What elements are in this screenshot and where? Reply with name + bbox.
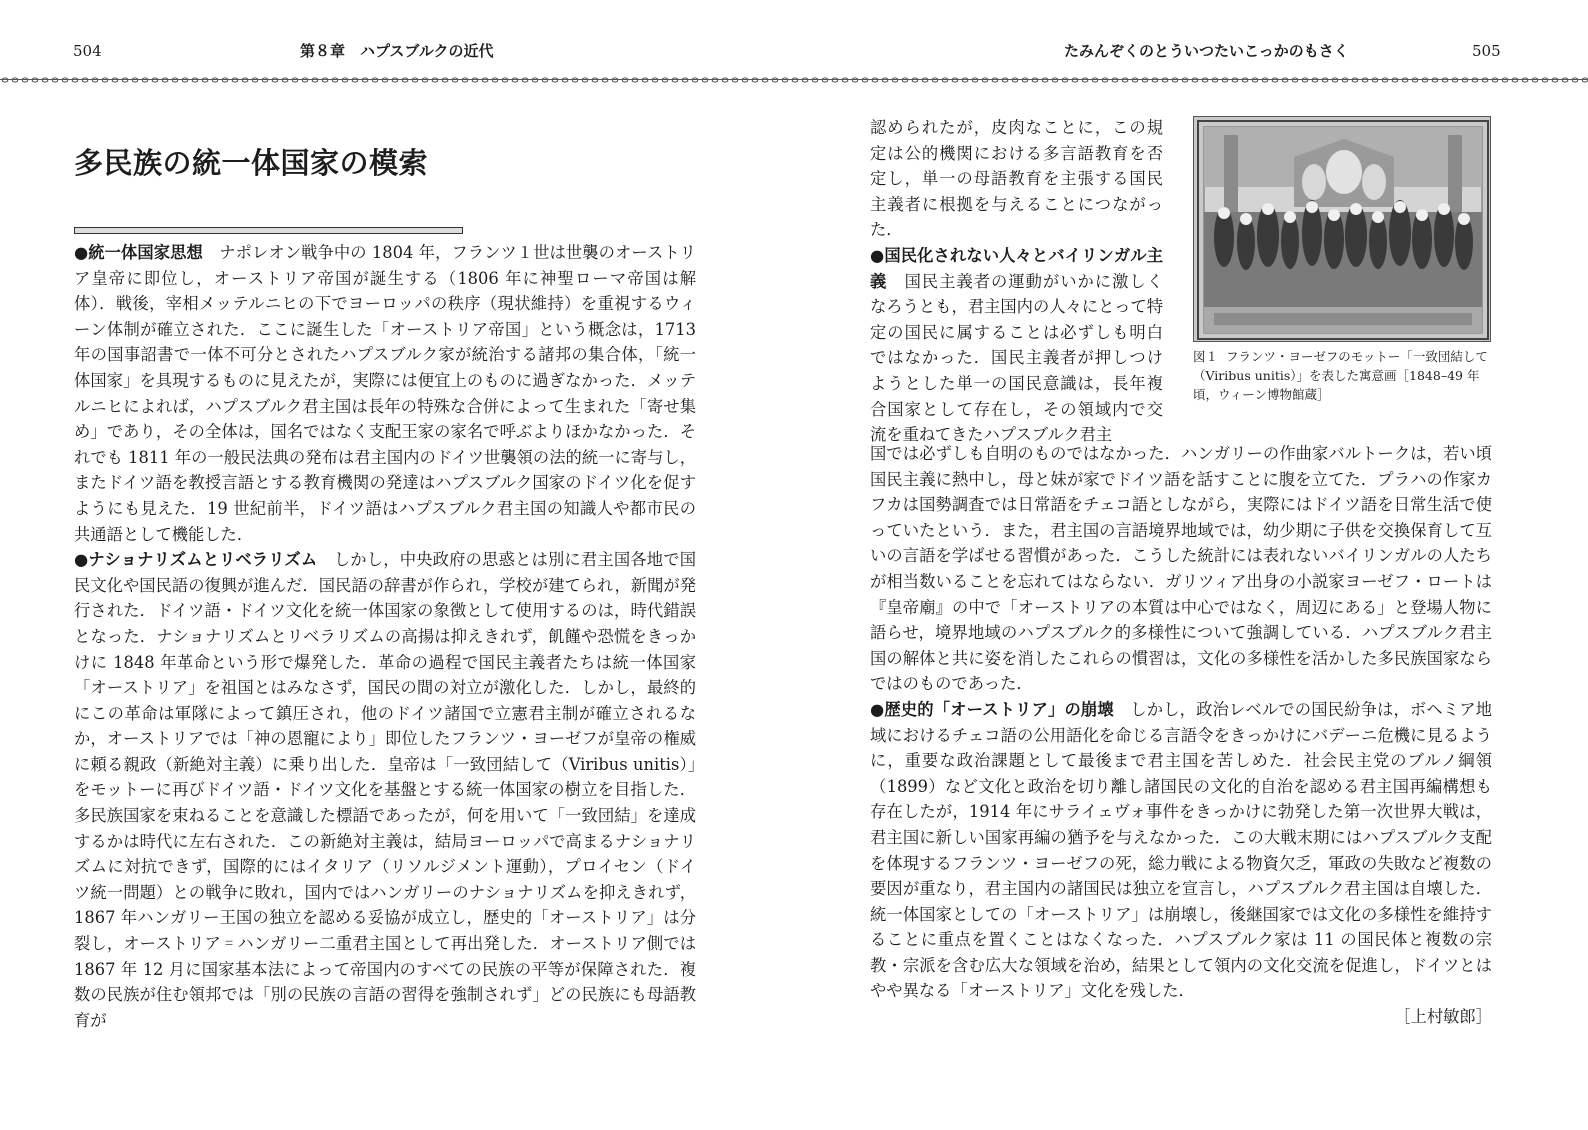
figure-label: 図１ <box>1193 349 1219 364</box>
section-heading: ●統一体国家思想 <box>74 243 203 262</box>
allegorical-engraving-image <box>1193 116 1491 342</box>
running-title: たみんぞくのとういつたいこっかのもさく <box>1064 42 1349 60</box>
paragraph-text: しかし，政治レベルでの国民紛争は，ボヘミア地域におけるチェコ語の公用語化を命じる言語令をきっかけにバデーニ危機に見るように，重要な政治課題として最後まで君主国を苦しめた．社会民主党のブルノ綱領（1899）など文化と政治を切り離し諸国民の文化的自治を認める君主国再編構想も存在したが，1914 年にサライェヴォ事件をきっかけに勃発した第一次世界大戦は，君主国に新しい国家再編の猶予を与えなかった．この大戦末期にはハプスブルク支配を体現するフランツ・ヨーゼフの死，総力戦による物資欠乏，軍政の失敗など複数の要因が重なり，君主国内の諸国民は独立を宣言し，ハプスブルク君主国は自壊した．統一体国家としての「オーストリア」は崩壊し，後継国家では文化の多様性を維持することに重点を置くことはなくなった．ハプスブルク家は 11 の国民体と複数の宗教・宗派を含む広大な領域を治め，結果として領内の文化交流を促進し，ドイツとはやや異なる「オーストリア」文化を残した． <box>870 699 1492 1001</box>
figure-caption <box>1193 347 1493 404</box>
paragraph-bilingualism-start <box>870 243 1163 448</box>
paragraph-text: しかし，中央政府の思惑とは別に君主国各地で国民文化や国民語の復興が進んだ．国民語の辞書が作られ，学校が建てられ，新聞が発行された．ドイツ語・ドイツ文化を統一体国家の象徴として使用するのは，時代錯誤となった．ナショナリズムとリベラリズムの高揚は抑えきれず，飢饉や恐慌をきっかけに 1848 年革命という形で爆発した．革命の過程で国民主義者たちは統一体国家「オーストリア」を祖国とはみなさず，国民の間の対立が激化した．しかし，最終的にこの革命は軍隊によって鎮圧され，他のドイツ諸国で立憲君主制が確立されるなか，オーストリアでは「神の恩寵により」即位したフランツ・ヨーゼフが皇帝の権威に頼る親政（新絶対主義）に乗り出した．皇帝は「一致団結して（Viribus unitis）」をモットーに再びドイツ語・ドイツ文化を基盤とする統一体国家の樹立を目指した．多民族国家を束ねることを意識した標語であったが，何を用いて「一致団結」を達成するかは時代に左右された．この新絶対主義は，結局ヨーロッパで高まるナショナリズムに対抗できず，国際的にはイタリア（リソルジメント運動），プロイセン（ドイツ統一問題）との戦争に敗れ，国内ではハンガリーのナショナリズムを抑えきれず，1867 年ハンガリー王国の独立を認める妥協が成立し，歴史的「オーストリア」は分裂し，オーストリア゠ハンガリー二重君主国として再出発した．オーストリア側では 1867 年 12 月に国家基本法によって帝国内のすべての民族の平等が保障された．複数の民族が住む領邦では「別の民族の言語の習得を強制されず」どの民族にも母語教育が <box>74 550 696 1030</box>
title-underline-bar <box>74 227 463 234</box>
right-page-top-column <box>870 115 1163 448</box>
chapter-header: 第８章 ハプスブルクの近代 <box>300 42 494 60</box>
section-heading: ●国民化されない人々とバイリンガル主義 <box>870 245 1163 291</box>
ornamental-rule <box>0 75 1588 85</box>
paragraph-bilingualism-continued: 国では必ずしも自明のものではなかった．ハンガリーの作曲家バルトークは，若い頃国民主義に熱中し，母と妹が家でドイツ語を話すことに腹を立てた．プラハの作家カフカは国勢調査では日常語をチェコ語としながら，実際にはドイツ語を日常生活で使っていたという．また，君主国の言語境界地域では，幼少期に子供を交換保育して互いの言語を学ばせる習慣があった．こうした統計には表れないバイリンガルの人たちが相当数いることを忘れてはならない．ガリツィア出身の小説家ヨーゼフ・ロートは『皇帝廟』の中で「オーストリアの本質は中心ではなく，周辺にある」と登場人物に語らせ，境界地域のハプスブルク的多様性について強調している．ハプスブルク君主国の解体と共に姿を消したこれらの慣習は，文化の多様性を活かした多民族国家ならではのものであった． <box>870 444 1492 694</box>
section-heading: ●歴史的「オーストリア」の崩壊 <box>870 699 1114 719</box>
section-heading: ●ナショナリズムとリベラリズム <box>74 550 318 570</box>
paragraph-nationalism-liberalism <box>74 547 696 1033</box>
author-signature: ［上村敏郎］ <box>1394 1007 1492 1027</box>
paragraph-unitary-state <box>74 240 696 547</box>
paragraph-text: 国民主義者の運動がいかに激しくなろうとも，君主国内の人々にとって特定の国民に属することは必ずしも明白ではなかった．国民主義者が押しつけようとした単一の国民意識は，長年複合国家として存在し，その領域内で交流を重ねてきたハプスブルク君主 <box>870 271 1163 445</box>
paragraph-text: ナポレオン戦争中の 1804 年，フランツ１世は世襲のオーストリア皇帝に即位し，オーストリア帝国が誕生する（1806 年に神聖ローマ帝国は解体）．戦後，宰相メッテルニヒの下でヨーロッパの秩序（現状維持）を重視するウィーン体制が確立された．ここに誕生した「オーストリア帝国」という概念は，1713 年の国事詔書で一体不可分とされたハプスブルク家が統治する諸邦の集合体，「統一体国家」を具現するものに見えたが，実際には便宜上のものに過ぎなかった．メッテルニヒによれば，ハプスブルク君主国は長年の特殊な合併によって生まれた「寄せ集め」であり，その全体は，国名ではなく支配王家の家名で呼ぶよりほかなかった．それでも 1811 年の一般民法典の発布は君主国内のドイツ世襲領の法的統一に寄与し，またドイツ語を教授言語とする教育機関の発達はハプスブルク国家のドイツ化を促すようにも見えた．19 世紀前半，ドイツ語はハプスブルク君主国の知識人や都市民の共通語として機能した． <box>74 243 696 544</box>
paragraph-continued: 認められたが，皮肉なことに，この規定は公的機関における多言語教育を否定し，単一の母語教育を主張する国民主義者に根拠を与えることにつながった． <box>870 118 1163 240</box>
left-page-number: 504 <box>73 42 102 60</box>
left-page-body <box>74 240 696 1033</box>
right-page-bottom-column <box>870 441 1492 1030</box>
paragraph-collapse-of-austria <box>870 697 1492 1004</box>
article-title: 多民族の統一体国家の模索 <box>74 146 429 180</box>
figure-caption-text: フランツ・ヨーゼフのモットー「一致団結して（Viribus unitis）」を表した寓意画［1848–49 年頃，ウィーン博物館蔵］ <box>1193 349 1488 402</box>
right-page-number: 505 <box>1472 42 1501 60</box>
engraving-illustration <box>1194 117 1491 342</box>
